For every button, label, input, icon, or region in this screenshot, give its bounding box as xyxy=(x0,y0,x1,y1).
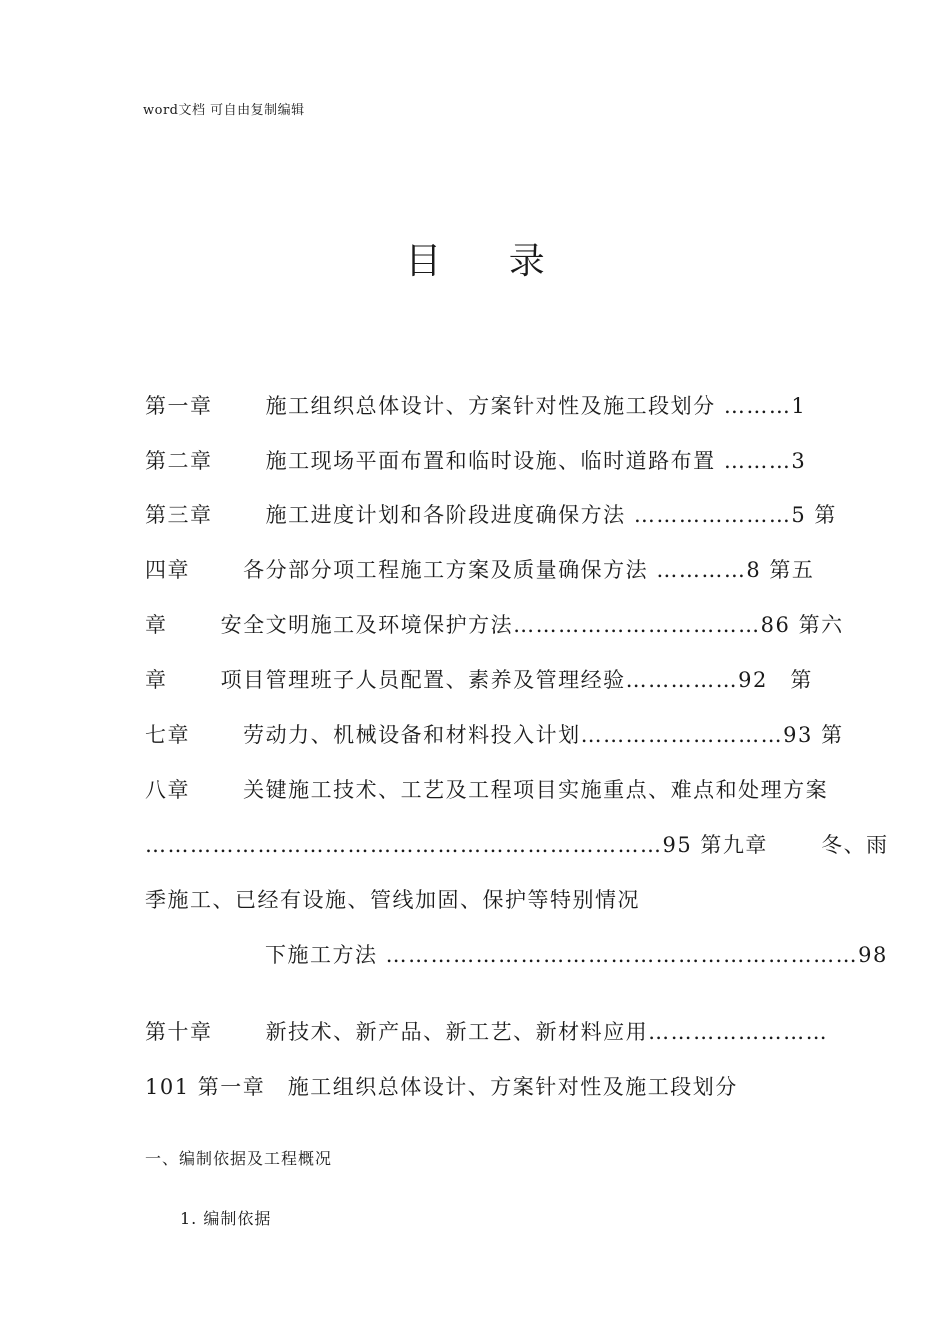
section-heading: 一、编制依据及工程概况 xyxy=(145,1149,333,1168)
toc-line-1: 第一章 施工组织总体设计、方案针对性及施工段划分 ………1 xyxy=(145,394,807,418)
page-title: 目 录 xyxy=(405,241,573,282)
toc-line-6: 章 项目管理班子人员配置、素养及管理经验……………92 第 xyxy=(145,668,813,692)
toc-line-12: 第十章 新技术、新产品、新工艺、新材料应用…………………… xyxy=(145,1020,829,1044)
page-header-note: word文档 可自由复制编辑 xyxy=(143,103,305,118)
subsection-heading: 1. 编制依据 xyxy=(180,1209,272,1228)
toc-line-8: 八章 关键施工技术、工艺及工程项目实施重点、难点和处理方案 xyxy=(145,778,829,802)
toc-line-7: 七章 劳动力、机械设备和材料投入计划………………………93 第 xyxy=(145,723,844,747)
toc-line-5: 章 安全文明施工及环境保护方法……………………………86 第六 xyxy=(145,613,844,637)
toc-line-9: ……………………………………………………………95 第九章 冬、雨 xyxy=(145,833,889,857)
toc-line-3: 第三章 施工进度计划和各阶段进度确保方法 …………………5 第 xyxy=(145,503,837,527)
toc-line-13: 101 第一章 施工组织总体设计、方案针对性及施工段划分 xyxy=(145,1075,738,1099)
toc-line-10: 季施工、已经有设施、管线加固、保护等特别情况 xyxy=(145,888,640,912)
toc-line-2: 第二章 施工现场平面布置和临时设施、临时道路布置 ………3 xyxy=(145,449,807,473)
toc-line-11: 下施工方法 ………………………………………………………98 xyxy=(265,943,888,967)
toc-line-4: 四章 各分部分项工程施工方案及质量确保方法 …………8 第五 xyxy=(145,558,815,582)
